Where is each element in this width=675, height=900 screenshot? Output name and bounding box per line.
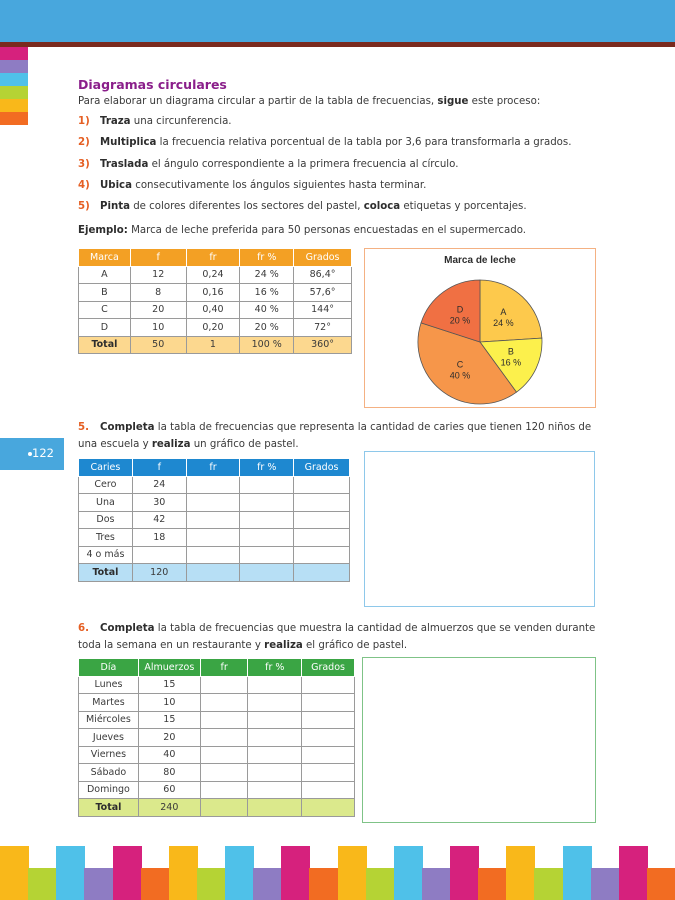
color-stripe [169,846,198,900]
chart-title: Marca de leche [444,255,516,266]
table-row: Sábado 80 [79,764,355,782]
pie-label-category: C [456,359,464,370]
step-item: 5) Pinta de colores diferentes los sectores del pastel, coloca etiquetas y porcentajes. [78,201,527,213]
answer-cell[interactable] [294,494,350,512]
answer-cell[interactable] [186,511,240,529]
answer-cell[interactable] [240,546,294,564]
exercise-6-prompt: 6. Completa la tabla de frecuencias que muestra la cantidad de almuerzos que se venden durante toda la semana en un restaurante y realiza el gráfico de pastel. [78,623,596,651]
pie-group [418,280,542,404]
answer-cell[interactable] [302,799,355,817]
answer-cell[interactable] [302,729,355,747]
pie-label-percent: 40 % [449,370,471,381]
pie-chart [365,249,595,407]
answer-cell[interactable] [200,746,248,764]
answer-cell[interactable] [240,511,294,529]
color-stripe [366,868,395,900]
answer-cell[interactable] [186,529,240,547]
answer-cell[interactable] [248,711,302,729]
table-header-row: Día Almuerzos fr fr % Grados [79,659,355,677]
color-stripe [225,846,254,900]
table-row: Dos 42 [79,511,350,529]
color-stripe [28,868,57,900]
answer-cell[interactable] [302,764,355,782]
answer-cell[interactable] [302,781,355,799]
color-stripe [309,868,338,900]
answer-cell[interactable] [302,676,355,694]
color-stripe [534,868,563,900]
table-row: Lunes 15 [79,676,355,694]
top-banner [0,0,675,42]
color-stripe [506,846,535,900]
table-row: B 8 0,16 16 % 57,6° [79,284,352,302]
answer-cell[interactable] [294,546,350,564]
page-number: 122 [32,446,54,460]
table-row: Miércoles 15 [79,711,355,729]
steps-list [78,116,571,222]
side-color-tabs [0,47,28,125]
answer-cell[interactable] [186,564,240,582]
top-divider [0,42,675,47]
table-row: Tres 18 [79,529,350,547]
answer-cell[interactable] [248,746,302,764]
answer-cell[interactable] [186,494,240,512]
answer-cell[interactable] [248,694,302,712]
table-row: A 12 0,24 24 % 86,4° [79,266,352,284]
exercise-5-prompt: 5. Completa la tabla de frecuencias que representa la cantidad de caries que tienen 120 niños de una escuela y realiza un gráfico de pastel. [78,422,592,450]
color-stripe [478,868,507,900]
answer-cell[interactable] [248,729,302,747]
caries-frequency-table [78,458,350,582]
color-stripe [450,846,479,900]
table-row: Domingo 60 [79,781,355,799]
section-title: Diagramas circulares [78,77,227,92]
answer-cell[interactable] [200,694,248,712]
answer-cell[interactable] [200,711,248,729]
color-stripe [394,846,423,900]
intro-text: Para elaborar un diagrama circular a partir de la tabla de frecuencias, sigue este proceso: [78,96,541,107]
table-row: Martes 10 [79,694,355,712]
pie-label-category: D [456,304,464,315]
answer-cell[interactable] [240,529,294,547]
step-item: 4) Ubica consecutivamente los ángulos siguientes hasta terminar. [78,179,427,191]
answer-cell[interactable] [200,799,248,817]
answer-cell[interactable] [248,781,302,799]
pie-label-percent: 24 % [493,318,514,329]
answer-cell[interactable] [248,764,302,782]
pie-label-category: B [507,346,514,357]
exercise-6-chart-area[interactable] [362,657,596,823]
color-stripe [113,846,142,900]
table-row: Una 30 [79,494,350,512]
answer-cell[interactable] [200,764,248,782]
color-stripe [141,868,170,900]
table-row: Viernes 40 [79,746,355,764]
example-frequency-table [78,248,352,354]
answer-cell[interactable] [200,729,248,747]
color-stripe [56,846,85,900]
table-header-row: Marca f fr fr % Grados [79,249,352,267]
color-stripe [563,846,592,900]
table-row: D 10 0,20 20 % 72° [79,319,352,337]
pie-label-percent: 20 % [449,315,471,326]
answer-cell[interactable] [302,711,355,729]
pie-chart-box [364,248,596,408]
color-stripe [253,868,282,900]
color-stripe [197,868,226,900]
bottom-color-stripes [0,846,675,900]
table-row: Jueves 20 [79,729,355,747]
example-text: Ejemplo: Marca de leche preferida para 50 personas encuestadas en el supermercado. [78,225,527,236]
answer-cell[interactable] [240,564,294,582]
answer-cell[interactable] [200,781,248,799]
answer-cell[interactable] [240,476,294,494]
step-item: 1) Traza una circunferencia. [78,116,232,127]
table-row: 4 o más [79,546,350,564]
answer-cell[interactable] [302,694,355,712]
step-item: 2) Multiplica la frecuencia relativa porcentual de la tabla por 3,6 para transformarla a grados. [78,137,572,149]
table-total-row: Total 240 [79,799,355,817]
color-stripe [422,868,451,900]
color-stripe [0,846,29,900]
color-stripe [591,868,620,900]
color-stripe [338,846,367,900]
answer-cell[interactable] [294,476,350,494]
color-stripe [647,868,675,900]
step-item: 3) Traslada el ángulo correspondiente a la primera frecuencia al círculo. [78,158,459,170]
answer-cell[interactable] [200,676,248,694]
exercise-5-chart-area[interactable] [364,451,595,607]
color-stripe [84,868,113,900]
answer-cell[interactable] [294,511,350,529]
pie-label-percent: 16 % [500,357,522,368]
answer-cell[interactable] [186,546,240,564]
table-header-row: Caries f fr fr % Grados [79,459,350,477]
answer-cell[interactable] [132,546,186,564]
answer-cell[interactable] [294,564,350,582]
pie-slice-a [480,280,542,342]
pie-label-category: A [500,307,507,318]
lunch-frequency-table [78,658,355,817]
answer-cell[interactable] [186,476,240,494]
answer-cell[interactable] [248,676,302,694]
answer-cell[interactable] [248,799,302,817]
color-stripe [619,846,648,900]
color-stripe [281,846,310,900]
table-total-row: Total 50 1 100 % 360° [79,336,352,354]
answer-cell[interactable] [240,494,294,512]
answer-cell[interactable] [302,746,355,764]
table-row: C 20 0,40 40 % 144° [79,301,352,319]
table-row: Cero 24 [79,476,350,494]
answer-cell[interactable] [294,529,350,547]
table-total-row: Total 120 [79,564,350,582]
